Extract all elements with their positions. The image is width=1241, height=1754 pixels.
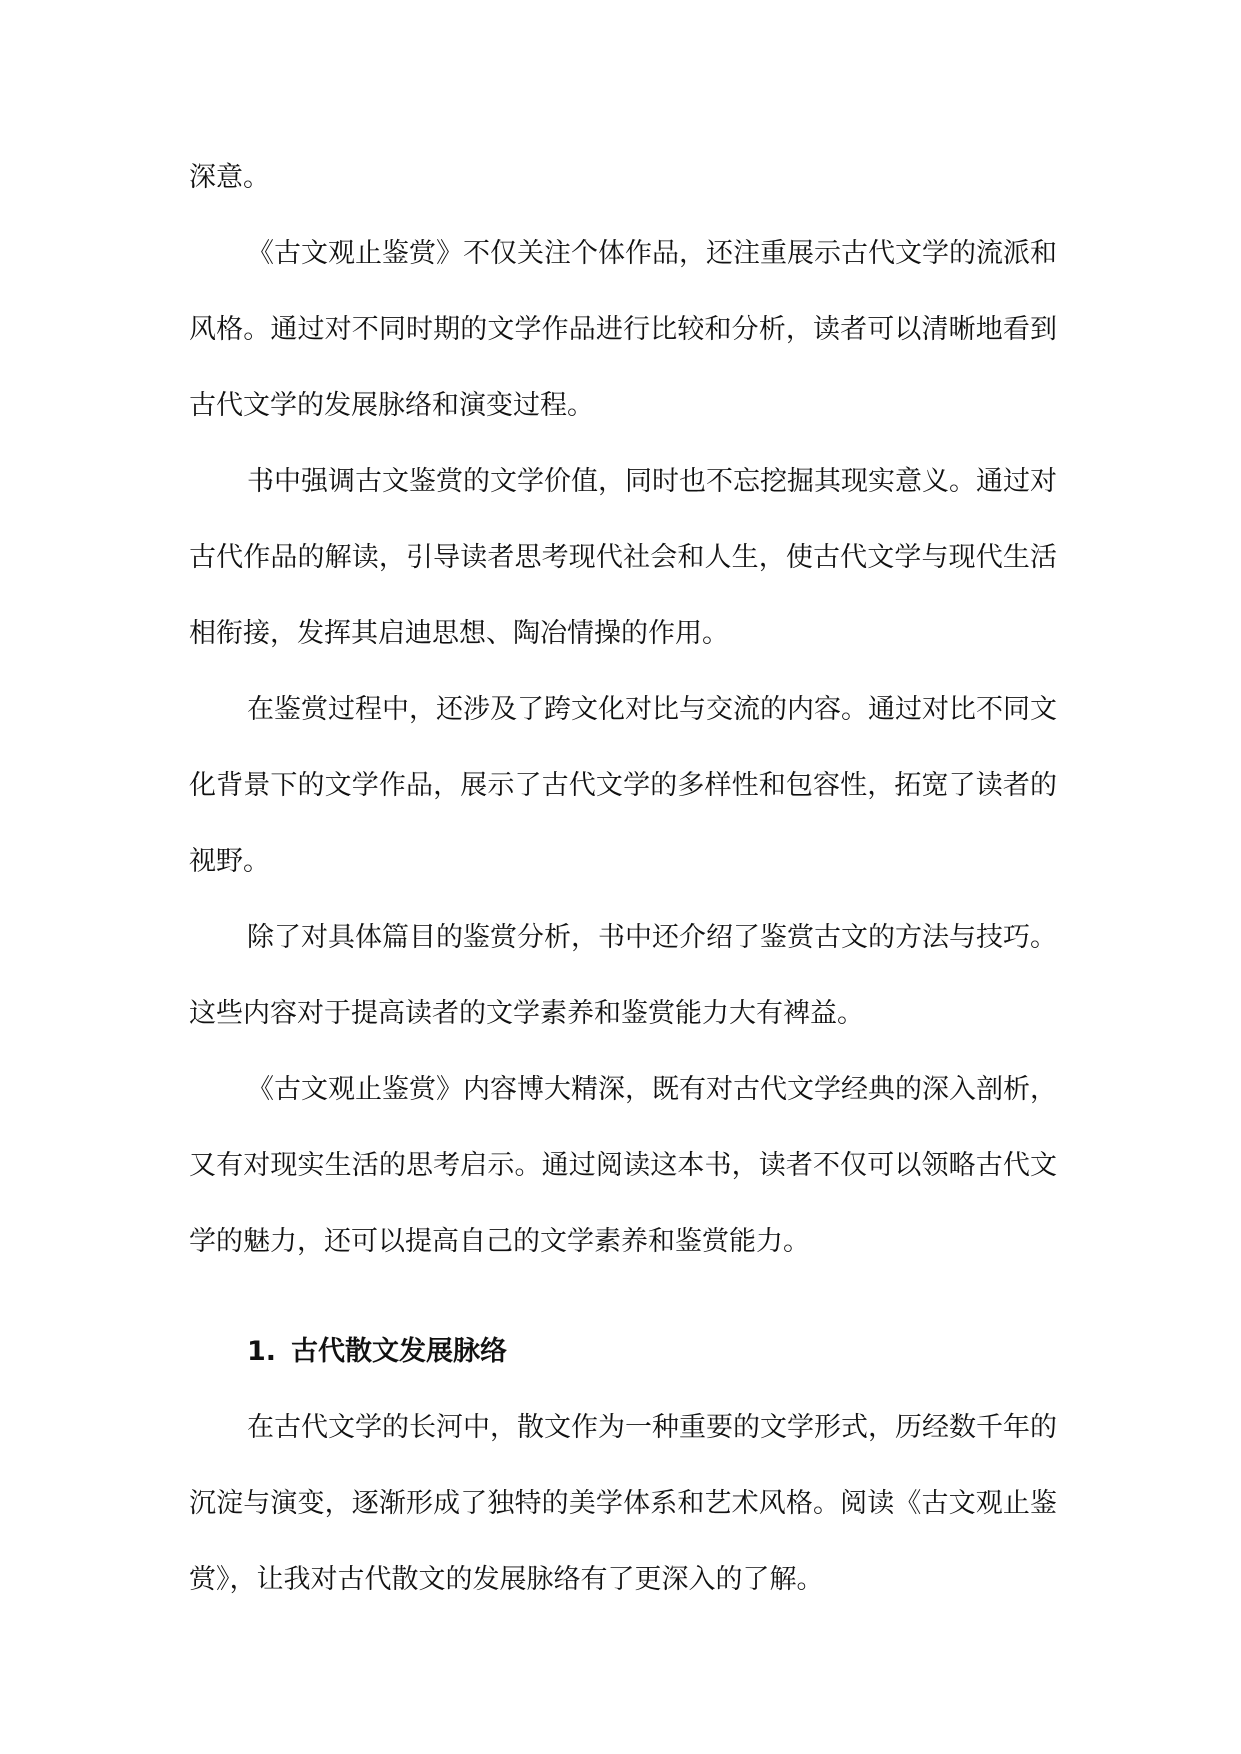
section-title: 古代散文发展脉络	[291, 1336, 507, 1367]
section-heading	[189, 1314, 1057, 1390]
paragraph: 在鉴赏过程中，还涉及了跨文化对比与交流的内容。通过对比不同文化背景下的文学作品，展示了古代文学的多样性和包容性，拓宽了读者的视野。	[189, 694, 1057, 877]
section-number: 1.	[247, 1336, 277, 1367]
paragraph: 除了对具体篇目的鉴赏分析，书中还介绍了鉴赏古文的方法与技巧。这些内容对于提高读者的文学素养和鉴赏能力大有裨益。	[189, 922, 1057, 1029]
paragraph: 在古代文学的长河中，散文作为一种重要的文学形式，历经数千年的沉淀与演变，逐渐形成了独特的美学体系和艺术风格。阅读《古文观止鉴赏》，让我对古代散文的发展脉络有了更深入的了解。	[189, 1412, 1057, 1595]
paragraph-continuation: 深意。	[189, 162, 270, 193]
paragraph: 《古文观止鉴赏》不仅关注个体作品，还注重展示古代文学的流派和风格。通过对不同时期的文学作品进行比较和分析，读者可以清晰地看到古代文学的发展脉络和演变过程。	[189, 238, 1057, 421]
document-body	[189, 140, 1057, 1618]
paragraph: 《古文观止鉴赏》内容博大精深，既有对古代文学经典的深入剖析，又有对现实生活的思考启示。通过阅读这本书，读者不仅可以领略古代文学的魅力，还可以提高自己的文学素养和鉴赏能力。	[189, 1074, 1057, 1257]
paragraph: 书中强调古文鉴赏的文学价值，同时也不忘挖掘其现实意义。通过对古代作品的解读，引导读者思考现代社会和人生，使古代文学与现代生活相衔接，发挥其启迪思想、陶冶情操的作用。	[189, 466, 1057, 649]
